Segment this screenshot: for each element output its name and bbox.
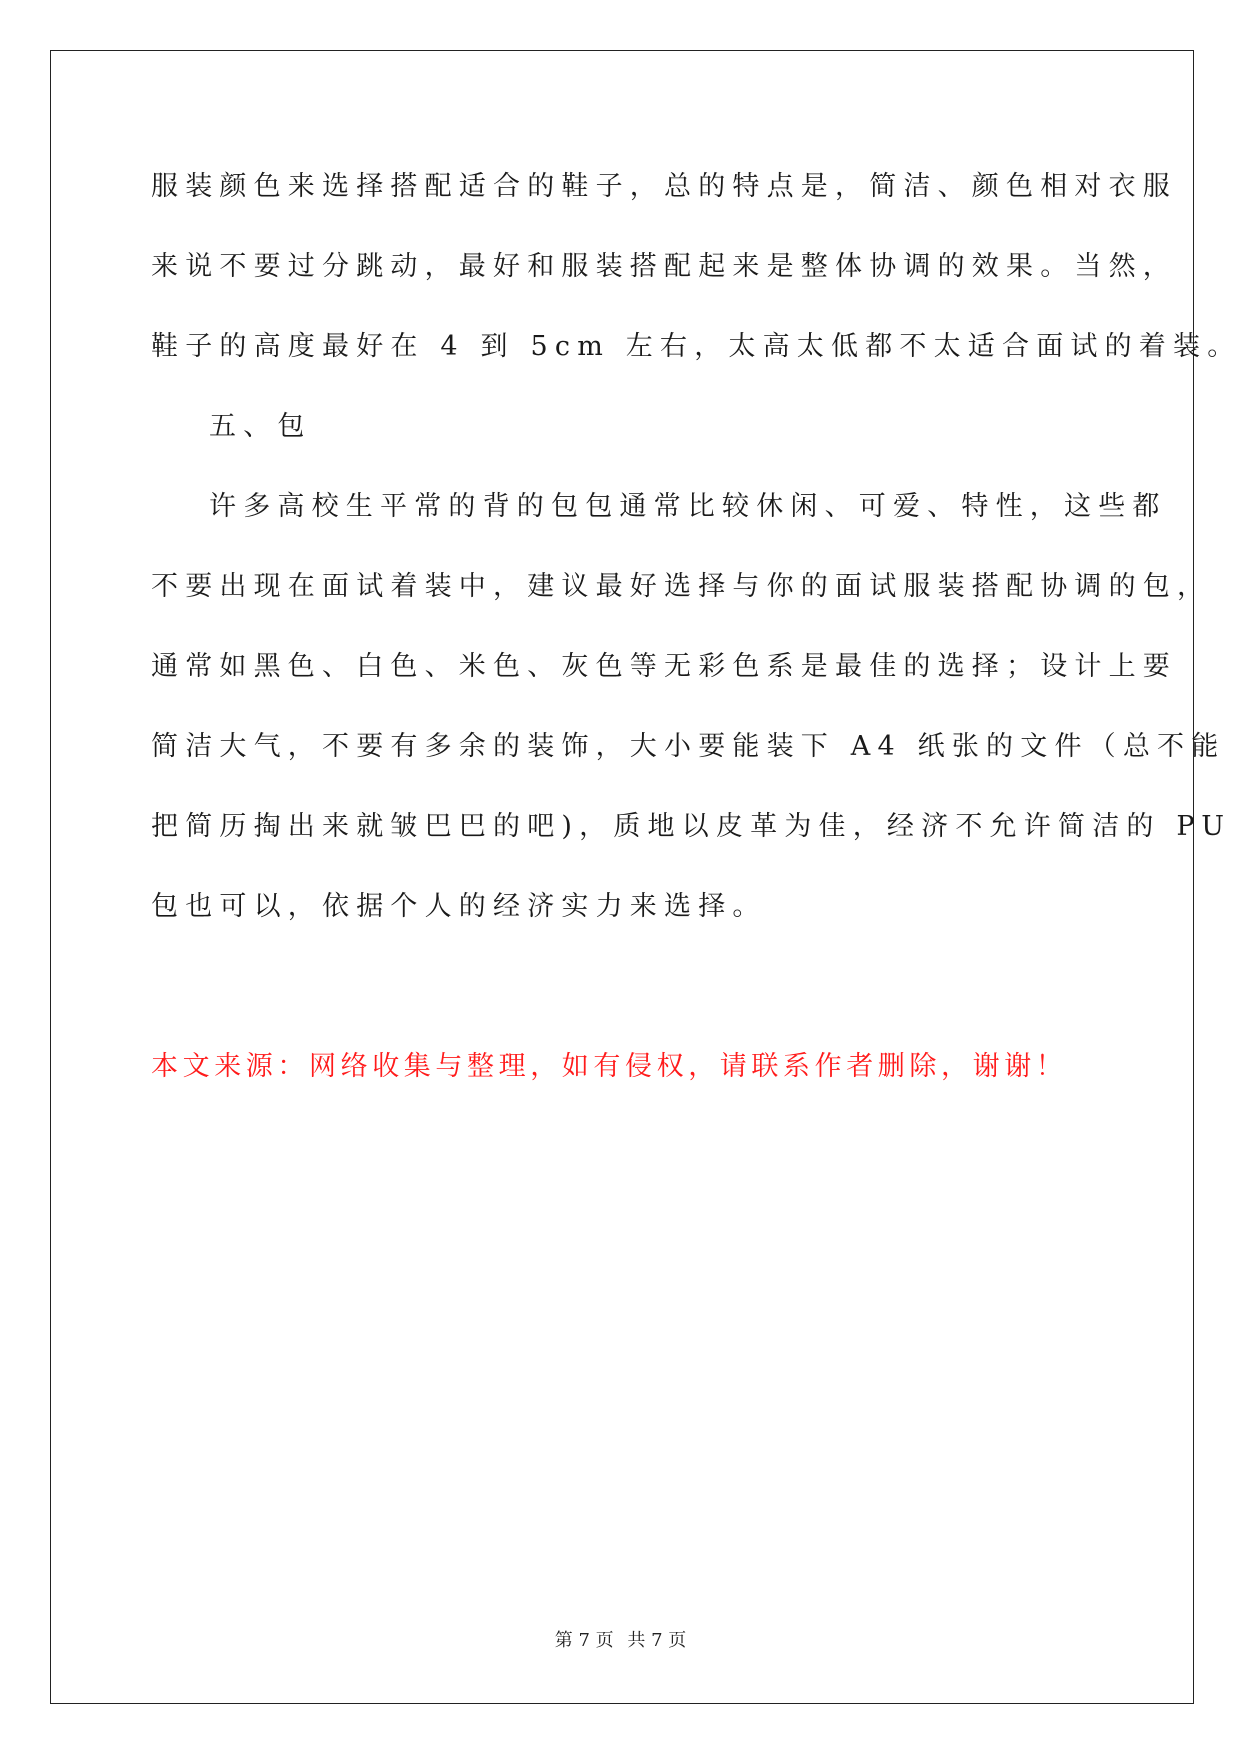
source-note: 本文来源：网络收集与整理，如有侵权，请联系作者删除，谢谢！ bbox=[151, 1051, 1068, 1082]
page-number: 第 7 页 bbox=[554, 1630, 614, 1651]
paragraph-line: 把简历掏出来就皱巴巴的吧)，质地以皮革为佳，经济不允许简洁的 PU bbox=[151, 811, 1232, 842]
paragraph-line: 来说不要过分跳动，最好和服装搭配起来是整体协调的效果。当然， bbox=[151, 251, 1177, 282]
paragraph-line: 不要出现在面试着装中，建议最好选择与你的面试服装搭配协调的包， bbox=[151, 571, 1212, 602]
paragraph-line: 简洁大气，不要有多余的装饰，大小要能装下 A4 纸张的文件（总不能 bbox=[151, 731, 1226, 762]
paragraph-line: 服装颜色来选择搭配适合的鞋子，总的特点是，简洁、颜色相对衣服 bbox=[151, 171, 1177, 202]
paragraph-line: 许多高校生平常的背的包包通常比较休闲、可爱、特性，这些都 bbox=[209, 491, 1167, 522]
paragraph-line: 包也可以，依据个人的经济实力来选择。 bbox=[151, 891, 767, 922]
page-border bbox=[50, 50, 1194, 1704]
section-heading: 五、包 bbox=[209, 411, 312, 442]
page-total: 共 7 页 bbox=[627, 1630, 687, 1651]
page-footer bbox=[0, 1626, 1241, 1652]
paragraph-line: 通常如黑色、白色、米色、灰色等无彩色系是最佳的选择；设计上要 bbox=[151, 651, 1177, 682]
paragraph-line: 鞋子的高度最好在 4 到 5cm 左右，太高太低都不太适合面试的着装。 bbox=[151, 331, 1241, 362]
